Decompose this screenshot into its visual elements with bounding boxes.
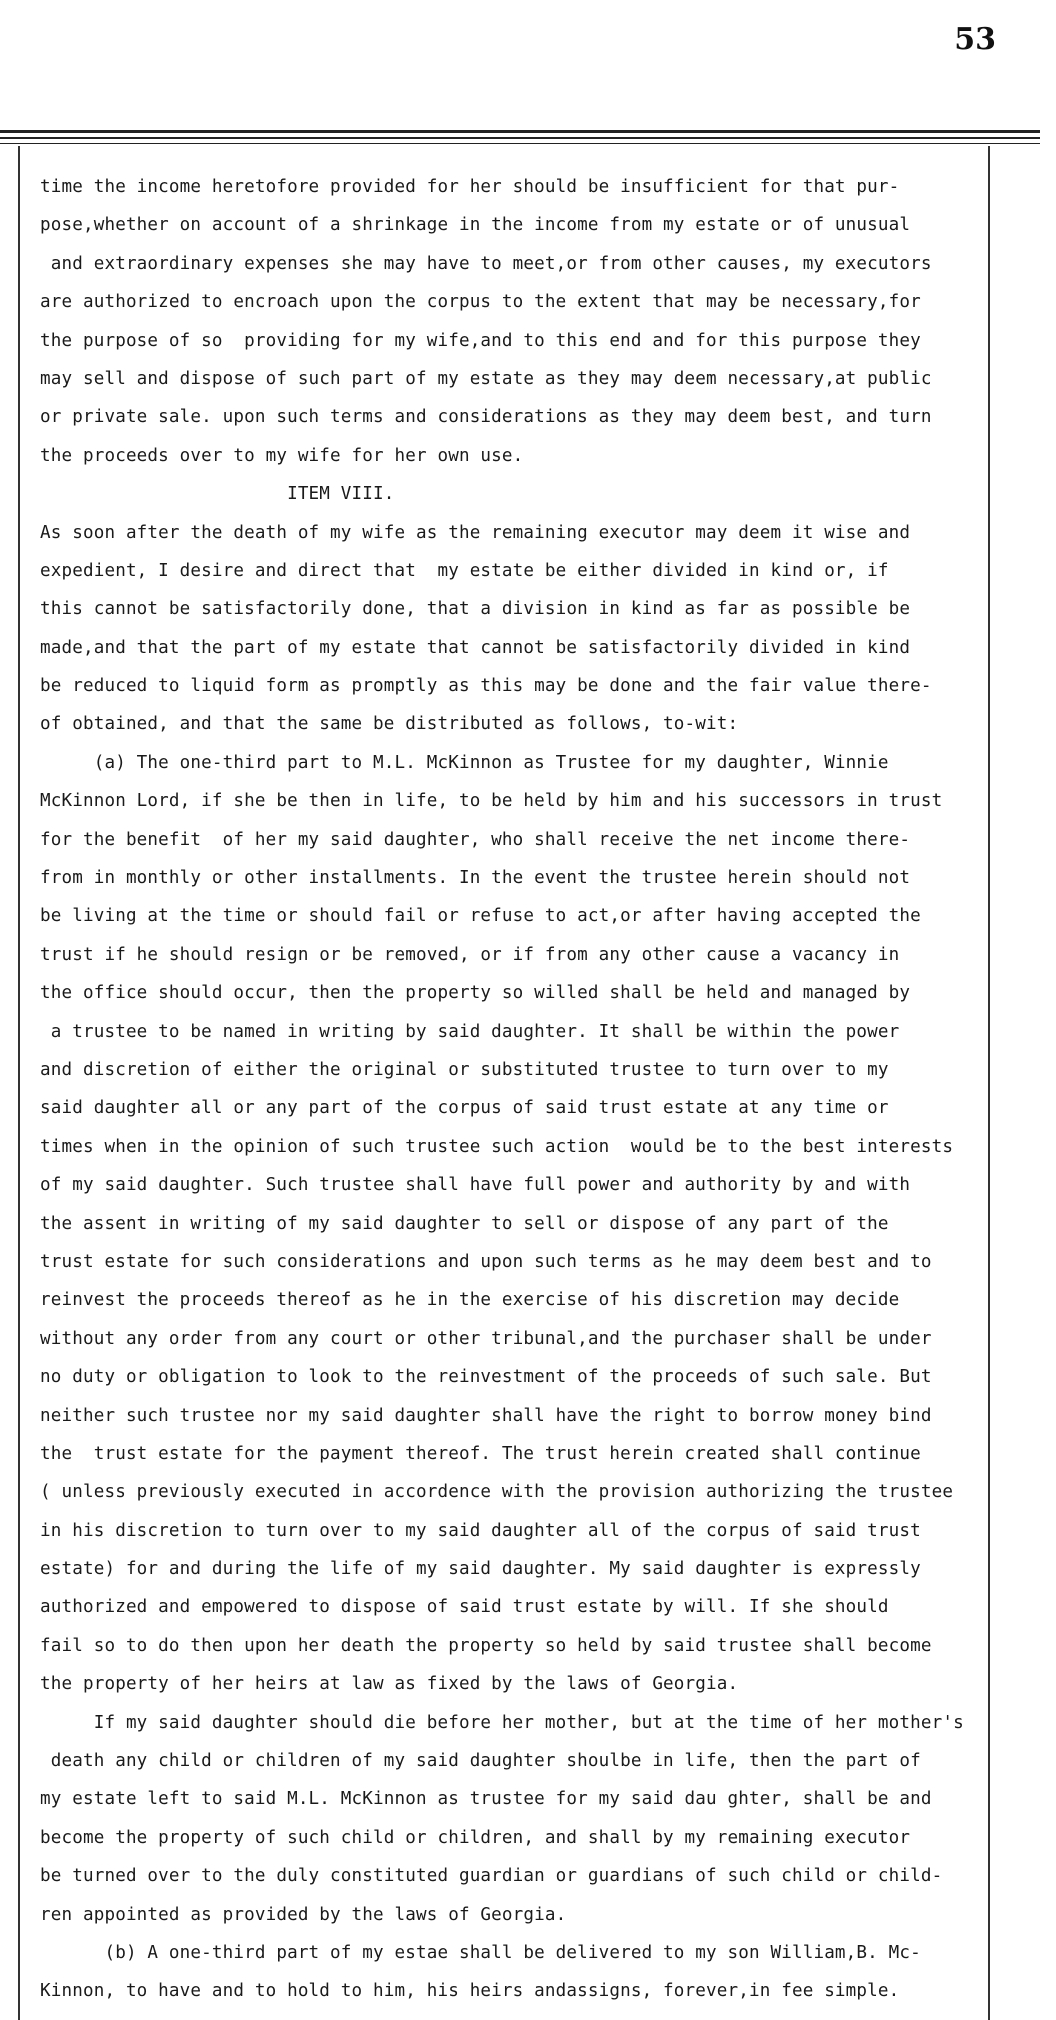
text-line: (b) A one-third part of my estae shall be delivered to my son William,B. Mc-	[40, 1942, 921, 1963]
text-line: in his discretion to turn over to my said daughter all of the corpus of said trust	[40, 1520, 921, 1541]
text-line: Kinnon, to have and to hold to him, his heirs andassigns, forever,in fee simple.	[40, 1981, 900, 2002]
text-line: the purpose of so providing for my wife,and to this end and for this purpose they	[40, 330, 921, 351]
text-line: become the property of such child or children, and shall by my remaining executor	[40, 1827, 911, 1848]
text-line: made,and that the part of my estate that cannot be satisfactorily divided in kind	[40, 637, 911, 658]
text-line: may sell and dispose of such part of my estate as they may deem necessary,at public	[40, 368, 932, 389]
text-line: pose,whether on account of a shrinkage in the income from my estate or of unusual	[40, 215, 911, 236]
text-line: no duty or obligation to look to the reinvestment of the proceeds of such sale. But	[40, 1367, 932, 1388]
text-line: and discretion of either the original or substituted trustee to turn over to my	[40, 1059, 889, 1080]
text-line: from in monthly or other installments. In the event the trustee herein should not	[40, 868, 911, 889]
header-rule-top	[0, 130, 1040, 133]
text-line: trust estate for such considerations and upon such terms as he may deem best and to	[40, 1251, 932, 1272]
text-line: neither such trustee nor my said daughter shall have the right to borrow money bind	[40, 1405, 932, 1426]
text-line: trust if he should resign or be removed, or if from any other cause a vacancy in	[40, 944, 900, 965]
text-line: of obtained, and that the same be distributed as follows, to-wit:	[40, 714, 739, 735]
text-line: my estate left to said M.L. McKinnon as trustee for my said dau ghter, shall be and	[40, 1789, 932, 1810]
text-line: ITEM VIII.	[40, 484, 395, 505]
text-line: McKinnon Lord, if she be then in life, to be held by him and his successors in trust	[40, 791, 943, 812]
text-line: be turned over to the duly constituted guardian or guardians of such child or child-	[40, 1866, 943, 1887]
text-line: ( unless previously executed in accordence with the provision authorizing the trustee	[40, 1482, 954, 1503]
document-body	[40, 168, 1045, 2011]
text-line: reinvest the proceeds thereof as he in the exercise of his discretion may decide	[40, 1290, 900, 1311]
text-line: times when in the opinion of such trustee such action would be to the best interests	[40, 1136, 954, 1157]
text-line: expedient, I desire and direct that my estate be either divided in kind or, if	[40, 560, 889, 581]
text-line: the property of her heirs at law as fixed by the laws of Georgia.	[40, 1674, 739, 1695]
text-line: are authorized to encroach upon the corpus to the extent that may be necessary,for	[40, 292, 921, 313]
page-number: 53	[954, 22, 996, 57]
text-line: for the benefit of her my said daughter, who shall receive the net income there-	[40, 829, 911, 850]
text-line: the assent in writing of my said daughter to sell or dispose of any part of the	[40, 1213, 889, 1234]
header-rule-bottom	[0, 143, 1040, 144]
text-line: of my said daughter. Such trustee shall have full power and authority by and with	[40, 1175, 911, 1196]
header-rule-middle	[0, 137, 1040, 139]
text-line: the proceeds over to my wife for her own use.	[40, 445, 524, 466]
text-line: time the income heretofore provided for her should be insufficient for that pur-	[40, 177, 900, 197]
text-line: a trustee to be named in writing by said daughter. It shall be within the power	[40, 1021, 900, 1042]
text-line: (a) The one-third part to M.L. McKinnon as Trustee for my daughter, Winnie	[40, 752, 889, 773]
text-line: If my said daughter should die before her mother, but at the time of her mother's	[40, 1712, 964, 1733]
text-line: without any order from any court or other tribunal,and the purchaser shall be under	[40, 1328, 932, 1349]
text-line: or private sale. upon such terms and considerations as they may deem best, and turn	[40, 407, 932, 428]
text-line: estate) for and during the life of my said daughter. My said daughter is expressly	[40, 1559, 921, 1580]
text-line: and extraordinary expenses she may have to meet,or from other causes, my executors	[40, 253, 932, 274]
text-line: this cannot be satisfactorily done, that a division in kind as far as possible be	[40, 599, 911, 620]
text-line: authorized and empowered to dispose of said trust estate by will. If she should	[40, 1597, 889, 1618]
text-line: the trust estate for the payment thereof. The trust herein created shall continue	[40, 1443, 921, 1464]
text-line: be reduced to liquid form as promptly as this may be done and the fair value there-	[40, 676, 932, 697]
text-line: death any child or children of my said daughter shoulbe in life, then the part of	[40, 1751, 921, 1772]
text-line: said daughter all or any part of the corpus of said trust estate at any time or	[40, 1098, 889, 1119]
text-line: the office should occur, then the property so willed shall be held and managed by	[40, 983, 911, 1004]
left-margin-line	[18, 146, 20, 2020]
text-line: be living at the time or should fail or refuse to act,or after having accepted the	[40, 906, 921, 927]
text-line: fail so to do then upon her death the property so held by said trustee shall become	[40, 1635, 932, 1656]
text-line: As soon after the death of my wife as the remaining executor may deem it wise and	[40, 522, 911, 543]
text-line: ren appointed as provided by the laws of Georgia.	[40, 1904, 567, 1925]
